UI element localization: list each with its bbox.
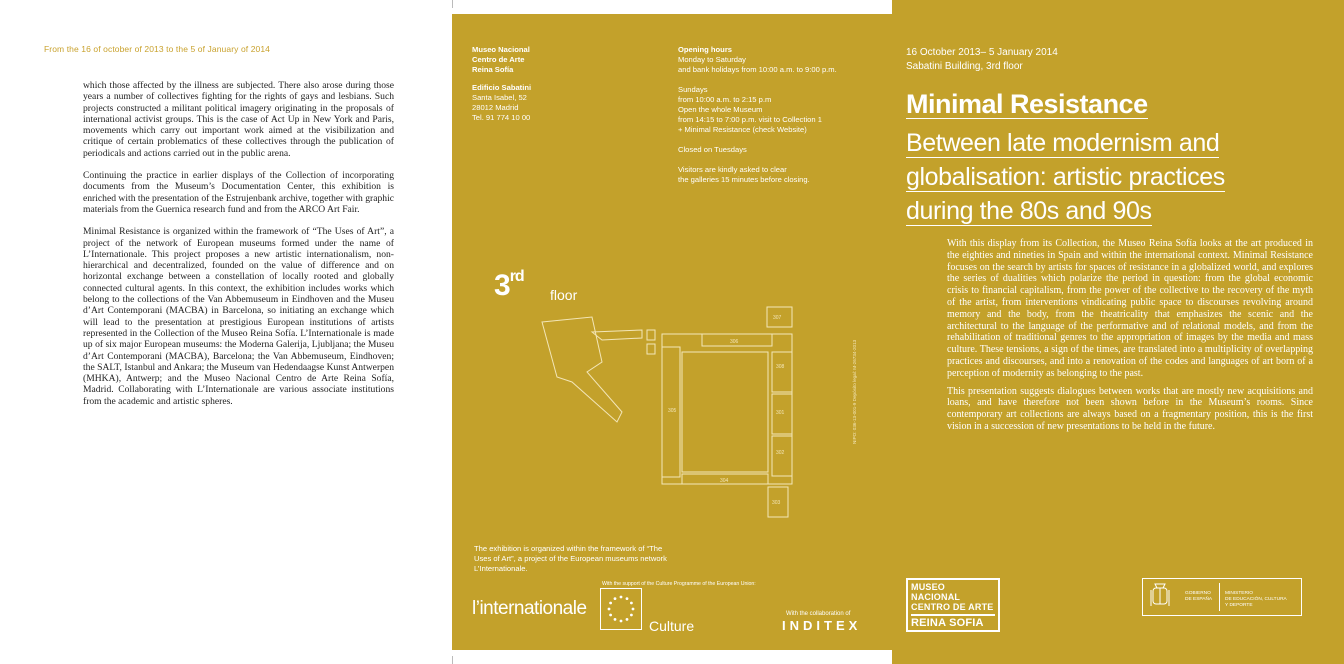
museum-name-line: Centro de Arte [472,55,525,64]
address-line: Tel. 91 774 10 00 [472,113,531,122]
government-logo [1142,578,1302,616]
hours-line: from 14:15 to 7:00 p.m. visit to Collection 1 [678,115,822,124]
hours-title: Opening hours [678,45,732,54]
exhibition-dates [906,46,1058,74]
room-label: 306 [730,339,739,345]
crop-mark [452,656,453,664]
plan-icon-elevator [647,344,655,354]
room-label: 305 [668,408,677,414]
plan-room-302 [772,436,792,476]
crop-mark [452,0,453,8]
room-label: 303 [772,500,781,506]
paragraph: This presentation suggests dialogues between works that are mostly new acquisitions and loans, and have therefore not been shown before in the Museum’s rooms. Since contemporary art collections are always based on a fragmentary position, this is the first vision in a succession of new presentations to be held in the future. [947,385,1313,432]
address-line: Santa Isabel, 52 [472,93,527,102]
framework-note: The exhibition is organized within the framework of “The Uses of Art”, a project of the European museums network L’Internationale. [474,544,667,573]
cover-panel [892,0,1344,664]
museum-logo [906,578,1000,632]
hours-line: and bank holidays from 10:00 a.m. to 9:00 p.m. [678,65,837,74]
plan-courtyard [682,352,768,472]
floor-number [494,268,524,303]
exhibition-title: Minimal Resistance [906,89,1148,119]
plan-wing-left [542,317,622,422]
collaboration-note: With the collaboration of [786,611,851,617]
hours-line: Monday to Saturday [678,55,746,64]
floor-plan-map [532,282,807,532]
logo-line: CENTRO DE ARTE [911,602,994,612]
floor-suffix: rd [509,268,524,285]
coat-of-arms-icon [1149,582,1171,610]
exhibition-description [947,238,1313,439]
room-label: 304 [720,478,729,484]
paragraph: Minimal Resistance is organized within the framework of “The Uses of Art”, a project of the network of European museums formed under the name of L’Internationale. This project proposes a new artistic internationalism, non-hierarchical and decentralized, founded on the value of difference and on horizontal exchange between a constellation of locally rooted and globally connected cultural agents. In this context, the exhibition includes works which belong to the collections of the Van Abbemuseum in Eindhoven and the Museu d’Art Contemporani (MACBA) in Barcelona, so initiating an exchange which will lead to the presentation at prestigious European institutions of artists represented in the Collection of the Museo Reina Sofía. L’Internationale is made up of six major European museums: the Moderna Galerija, Ljubljana; the Museu d’Art Contemporani (MACBA), Barcelona; the Van Abbemuseum, Eindhoven; the SALT, Istanbul and Ankara; the Museum van Hedendaagse Kunst Antwerpen (MHKA), Antwerp; and the Museo Nacional Centro de Arte Reina Sofía, Madrid. Collaborating with L’Internationale are various associate institutions from the academic and artistic spheres. [83,226,394,407]
plan-room-308 [772,352,792,392]
room-label: 307 [773,315,782,321]
date-line: From the 16 of october of 2013 to the 5 of January of 2014 [44,44,270,54]
plan-corridor [592,330,642,340]
subtitle-line: globalisation: artistic practices [906,163,1225,191]
logo-line: MUSEO NACIONAL [911,582,961,602]
eu-flag-icon [600,588,642,630]
body-text [83,80,394,418]
hours-line: the galleries 15 minutes before closing. [678,175,810,184]
divider [1219,583,1220,611]
location-text: Sabatini Building, 3rd floor [906,61,1023,72]
subtitle-line: Between late modernism and [906,129,1220,157]
exhibition-subtitle [906,126,1266,228]
paragraph: Continuing the practice in earlier displays of the Collection of incorporating documents from the Museum’s Documentation Center, this exhibition is enriched with the presentation of the Estrujenbank archive, together with graphic materials from the Guernica research fund and from the ARCO Art Fair. [83,170,394,215]
logo-line-big: REINA SOFIA [911,614,995,628]
paragraph: which those affected by the illness are subjected. There also arose during those years a number of collectives fighting for the rights of gays and lesbians. Such projects constructed a militant political imagery originating in the proposals of international activist groups. This is the case of Act Up in New York and Paris, movements which carry out important work aimed at the visibilization and critique of certain problematics of these collectives through the publication of periodicals and actions carried out in the public arena. [83,80,394,159]
government-text: GOBIERNO DE ESPAÑA [1185,591,1213,602]
subtitle-line: during the 80s and 90s [906,197,1152,225]
museum-name-line: Reina Sofía [472,65,514,74]
address-line: 28012 Madrid [472,103,519,112]
hours-line: Visitors are kindly asked to clear [678,165,787,174]
museum-address-block [472,45,642,123]
date-text: 16 October 2013– 5 January 2014 [906,47,1058,58]
plan-icon-stairs [647,330,655,340]
ministry-text: MINISTERIO DE EDUCACIÓN, CULTURA Y DEPORTE [1225,591,1287,608]
culture-label: Culture [649,618,695,634]
room-label: 301 [776,410,785,416]
hours-line: Closed on Tuesdays [678,145,747,154]
floor-word: floor [550,287,578,303]
hours-line: Sundays [678,85,708,94]
support-note: With the support of the Culture Programme of the European Union: [602,581,756,587]
inditex-logo: INDITEX [782,618,862,633]
building-name: Edificio Sabatini [472,83,532,92]
museum-name-line: Museo Nacional [472,45,530,54]
info-panel [452,14,892,650]
room-label: 308 [776,364,785,370]
paragraph: With this display from its Collection, the Museo Reina Sofía looks at the art produced in the eighties and nineties in Spain and within the international context. Minimal Resistance focuses on the search by artists for spaces of resistance in a globalized world, and explores the series of dualities which polarize the period in question: from the global economic crisis to financial capitalism, from the power of the collective to the recovery of the myth of the artist, from interventions vindicating public space to discourses revolving around memory and the body, from the theatricality that emphasizes the scenic and the architectural to the language of the performative and of relational models, and from the rehabilitation of traditional genres to the appropriation of images by the media and mass culture. These tensions, a sign of the times, are translated into a multiplicity of overlapping practices and discourses, and into a renovation of the codes and languages of art born of a perception of modernity as belonging to the past. [947,238,1313,379]
internationale-logo: l’internationale [472,598,587,619]
floor-digit: 3 [494,269,510,302]
hours-line: Open the whole Museum [678,105,763,114]
hours-line: from 10:00 a.m. to 2:15 p.m [678,95,772,104]
legal-code: NIPO: 036-13-001-9 Depósito legal: M-26734-2013 [852,339,857,444]
opening-hours-block [678,45,878,185]
hours-line: + Minimal Resistance (check Website) [678,125,807,134]
left-panel [0,0,452,664]
room-label: 302 [776,450,785,456]
